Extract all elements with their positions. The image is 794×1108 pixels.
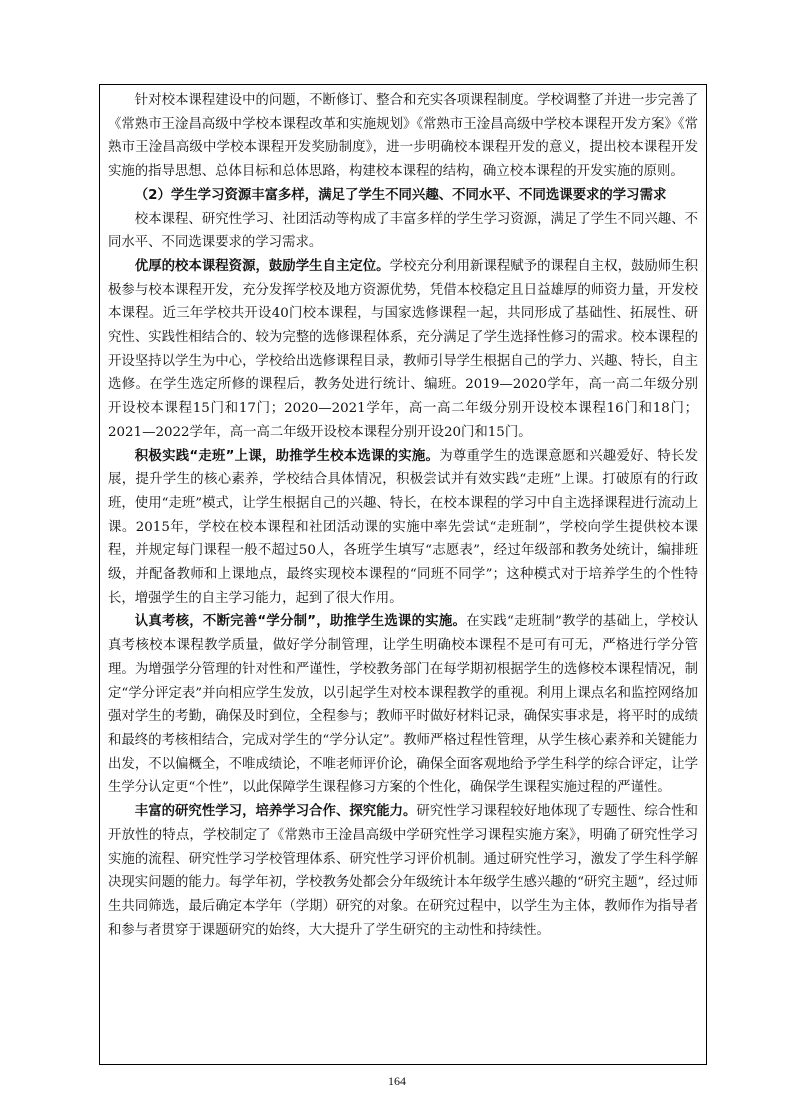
content-frame [99, 84, 707, 1065]
paragraph-walking-class: 积极实践“走班”上课，助推学生校本选课的实施。为尊重学生的选课意愿和兴趣爱好、特长发展，提升学生的核心素养，学校结合具体情况，积极尝试并有效实践“走班”上课。打破原有的行政班，使用“走班”模式，让学生根据自己的兴趣、特长，在校本课程的学习中自主选择课程进行流动上课。2015年，学校在校本课程和社团活动课的实施中率先尝试“走班制”，学校向学生提供校本课程，并规定每门课程一般不超过50人，各班学生填写“志愿表”，经过年级部和教务处统计，编排班级，并配备教师和上课地点，最终实现校本课程的“同班不同学”；这种模式对于培养学生的个性特长，增强学生的自主学习能力，起到了很大作用。 [108, 448, 699, 606]
lead-walking-class: 积极实践“走班”上课，助推学生校本选课的实施。 [134, 448, 440, 464]
paragraph-curriculum-system: 针对校本课程建设中的问题，不断修订、整合和充实各项课程制度。学校调整了并进一步完善了《常熟市王淦昌高级中学校本课程改革和实施规划》《常熟市王淦昌高级中学校本课程开发方案》《常熟市王淦昌高级中学校本课程开发奖励制度》，进一步明确校本课程开发的意义，提出校本课程开发实施的指导思想、总体目标和总体思路，构建校本课程的结构，确立校本课程的开发实施的原则。 [108, 93, 698, 180]
paragraph-learning-resources: 校本课程、研究性学习、社团活动等构成了丰富多样的学生学习资源，满足了学生不同兴趣、不同水平、不同选课要求的学习需求。 [108, 211, 698, 251]
paragraph-school-courses: 优厚的校本课程资源，鼓励学生自主定位。学校充分利用新课程赋予的课程自主权，鼓励师生积极参与校本课程开发，充分发挥学校及地方资源优势，凭借本校稳定且日益雄厚的师资力量，开发校本课程。近三年学校共开设40门校本课程，与国家选修课程一起，共同形成了基础性、拓展性、研究性、实践性相结合的、较为完整的选修课程体系，充分满足了学生选择性修习的需求。校本课程的开设坚持以学生为中心，学校给出选修课程目录，教师引导学生根据自己的学力、兴趣、特长，自主选修。在学生选定所修的课程后，教务处进行统计、编班。2019—2020学年，高一高二年级分别开设校本课程15门和17门；2020—2021学年，高一高二年级分别开设校本课程16门和18门；2021—2022学年，高一高二年级开设校本课程分别开设20门和15门。 [108, 258, 699, 440]
section-heading-learning-resources: （2）学生学习资源丰富多样，满足了学生不同兴趣、不同水平、不同选课要求的学习需求 [134, 187, 667, 203]
lead-research-learning: 丰富的研究性学习，培养学习合作、探究能力。 [134, 804, 417, 820]
lead-school-courses: 优厚的校本课程资源，鼓励学生自主定位。 [134, 258, 390, 274]
page-number: 164 [388, 1074, 406, 1088]
paragraph-credit-system: 认真考核，不断完善“学分制”，助推学生选课的实施。在实践“走班制”教学的基础上，学校认真考核校本课程教学质量，做好学分制管理，让学生明确校本课程不是可有可无，严格进行学分管理。为增强学分管理的针对性和严谨性，学校教务部门在每学期初根据学生的选修校本课程情况，制定“学分评定表”并向相应学生发放，以引起学生对校本课程教学的重视。利用上课点名和监控网络加强对学生的考勤，确保及时到位，全程参与；教师平时做好材料记录，确保实事求是，将平时的成绩和最终的考核相结合，完成对学生的“学分认定”。教师严格过程性管理，从学生核心素养和关键能力出发，不以偏概全，不唯成绩论，不唯老师评价论，确保全面客观地给予学生科学的综合评定，让学生学分认定更“个性”，以此保障学生课程修习方案的个性化，确保学生课程实施过程的严谨性。 [108, 614, 698, 796]
paragraph-research-learning: 丰富的研究性学习，培养学习合作、探究能力。研究性学习课程较好地体现了专题性、综合性和开放性的特点，学校制定了《常熟市王淦昌高级中学研究性学习课程实施方案》，明确了研究性学习实施的流程、研究性学习学校管理体系、研究性学习评价机制。通过研究性学习，激发了学生科学解决现实问题的能力。每学年初，学校教务处都会分年级统计本年级学生感兴趣的“研究主题”，经过师生共同筛选，最后确定本学年（学期）研究的对象。在研究过程中，以学生为主体，教师作为指导者和参与者贯穿于课题研究的始终，大大提升了学生研究的主动性和持续性。 [108, 804, 699, 938]
lead-credit-system: 认真考核，不断完善“学分制”，助推学生选课的实施。 [134, 614, 467, 630]
